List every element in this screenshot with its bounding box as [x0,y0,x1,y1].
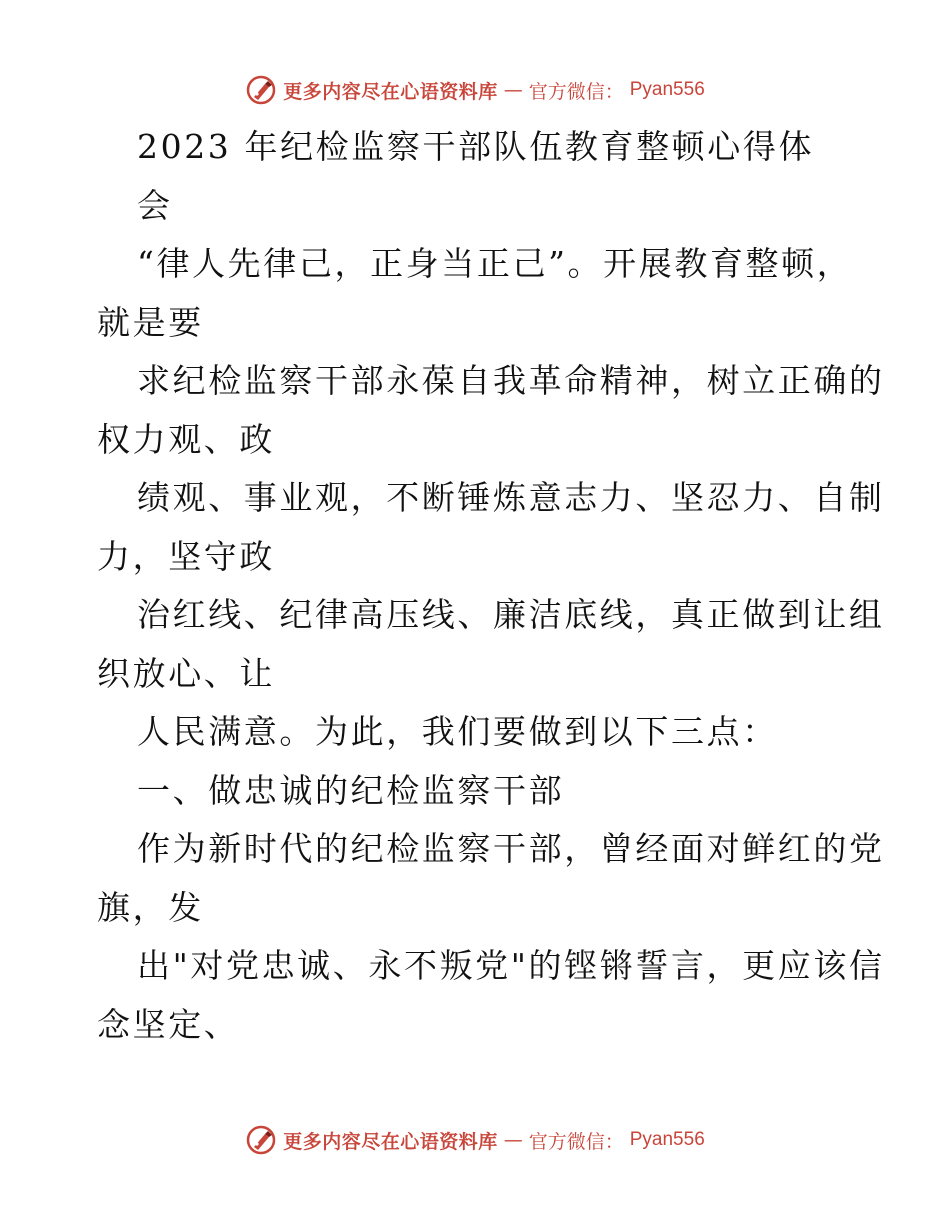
paragraph-line: 就是要 [97,302,204,342]
title-line-1: 2023 年纪检监察干部队伍教育整顿心得体 [137,127,815,166]
footer-watermark [0,1120,950,1160]
paragraph-line: 求纪检监察干部永葆自我革命精神，树立正确的 [137,361,885,400]
paragraph-line: 作为新时代的纪检监察干部，曾经面对鲜红的党 [137,829,885,868]
paragraph-line: 力，坚守政 [97,536,275,576]
watermark-wechat-label: 官方微信： [528,1130,624,1153]
section-heading: 一、做忠诚的纪检监察干部 [137,770,565,810]
watermark-site-text: 更多内容尽在心语资料库 [283,1130,498,1153]
title-line-2: 会 [137,185,173,225]
watermark-dash: — [503,1129,523,1151]
pen-nib-logo-icon [245,74,277,106]
watermark-handle: Pyan556 [629,1129,705,1150]
header-watermark [0,70,950,110]
watermark-dash: — [503,79,523,101]
watermark-site-text: 更多内容尽在心语资料库 [283,80,498,103]
watermark-wechat-label: 官方微信： [528,80,624,103]
paragraph-line: “律人先律己，正身当正己”。开展教育整顿， [137,244,853,283]
paragraph-line: 织放心、让 [97,653,275,693]
paragraph-line: 绩观、事业观，不断锤炼意志力、坚忍力、自制 [137,478,885,517]
paragraph-line: 出"对党忠诚、永不叛党"的铿锵誓言，更应该信 [137,946,885,985]
paragraph-line: 念坚定、 [97,1004,240,1044]
paragraph-line: 旗，发 [97,887,204,927]
paragraph-line: 人民满意。为此，我们要做到以下三点： [137,712,778,751]
document-body [97,118,885,1054]
watermark-handle: Pyan556 [629,79,705,100]
paragraph-line: 治红线、纪律高压线、廉洁底线，真正做到让组 [137,595,885,634]
pen-nib-logo-icon [245,1124,277,1156]
paragraph-line: 权力观、政 [97,419,275,459]
